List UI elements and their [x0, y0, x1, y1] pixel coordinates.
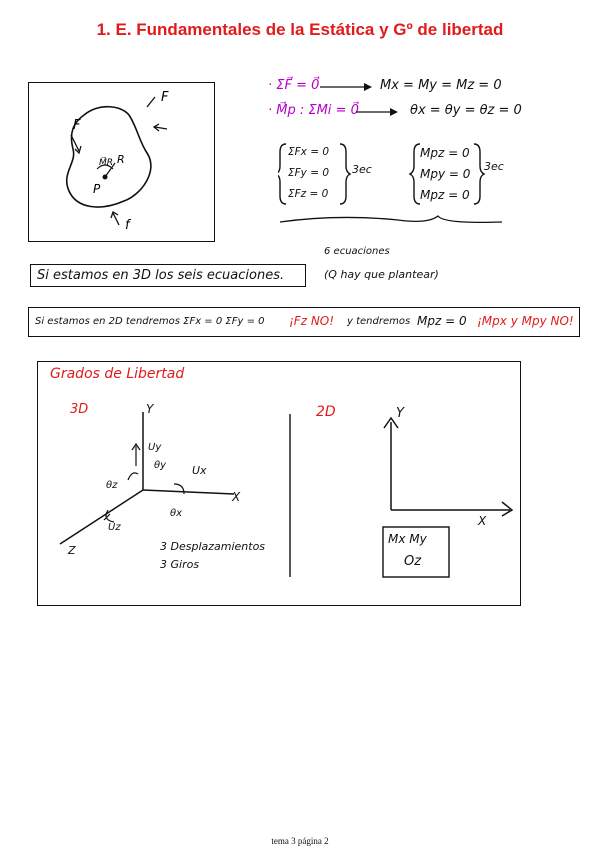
moment-pz: Mpz = 0 — [420, 146, 470, 160]
moment-py: Mpy = 0 — [420, 167, 471, 181]
arrow-1 — [318, 80, 378, 94]
force-equation: · ΣF⃗ = 0⃗ — [268, 78, 320, 93]
degrees-of-freedom-box — [37, 361, 521, 606]
free-body-drawing — [29, 83, 213, 240]
force-result: Mx = My = Mz = 0 — [380, 78, 502, 93]
moment-label: M⃗R — [99, 158, 114, 168]
point-p-label: P — [93, 182, 101, 196]
moments-brace-label: 3ec — [484, 160, 504, 173]
axis-y-label-3d: Y — [146, 402, 154, 416]
axis-x-label-3d: X — [232, 490, 241, 504]
page-footer: tema 3 página 2 — [271, 836, 329, 846]
label-3d: 3D — [70, 402, 89, 417]
forces-brace-label: 3ec — [352, 163, 372, 176]
gdl-heading: Grados de Libertad — [50, 366, 185, 382]
sum-fx: ΣFx = 0 — [288, 146, 330, 158]
ux-label: Ux — [192, 464, 207, 477]
box-2d-part4: Mpz = 0 — [417, 314, 467, 328]
label-2d: 2D — [316, 404, 336, 420]
moment-pz-2: Mpz = 0 — [420, 188, 470, 202]
theta-x-label: θx — [170, 508, 183, 519]
summary-displacements: 3 Desplazamientos — [160, 540, 266, 553]
force-arrow-top — [147, 97, 155, 107]
theta-y-label: θy — [154, 460, 167, 471]
page-title: 1. E. Fundamentales de la Estática y Gº de libertad — [96, 20, 504, 39]
force-label-left: F — [73, 118, 81, 133]
force-label-bottom: f — [125, 218, 130, 233]
axis-z-3d — [60, 490, 143, 544]
resultant-label: R — [117, 153, 125, 166]
box-2d-part1: Si estamos en 2D tendremos ΣFx = 0 ΣFy = 0 — [35, 316, 265, 327]
summary-rotations: 3 Giros — [160, 558, 200, 571]
force-label-top: F — [161, 90, 169, 105]
note-paren: (Q hay que plantear) — [324, 268, 439, 281]
box-2d-dof-line2: Oz — [404, 554, 422, 569]
total-equations: 6 ecuaciones — [324, 246, 390, 257]
axis-x-label-2d: X — [478, 514, 487, 528]
underline-wave — [278, 214, 508, 228]
axis-z-label-3d: Z — [68, 544, 76, 557]
uz-label: Uz — [108, 522, 121, 533]
theta-z-label: θz — [106, 480, 118, 491]
arrow-2 — [354, 105, 404, 119]
box-2d-part2: ¡Fz NO! — [289, 314, 335, 328]
box-2d-part3: y tendremos — [347, 316, 411, 327]
moment-equation: · M⃗p : ΣMi = 0⃗ — [268, 103, 359, 118]
uy-label: Uy — [148, 442, 162, 453]
sum-fz: ΣFz = 0 — [288, 188, 329, 200]
box-2d-part5: ¡Mpx y Mpy NO! — [477, 314, 574, 328]
moment-result: θx = θy = θz = 0 — [410, 103, 522, 118]
box-2d-statement — [28, 307, 580, 337]
sum-fy: ΣFy = 0 — [288, 167, 330, 179]
axis-x-3d — [143, 490, 234, 494]
box-2d-dof-line1: Mx My — [388, 532, 427, 546]
axis-y-label-2d: Y — [396, 406, 404, 421]
box-3d-statement — [30, 264, 306, 287]
box-3d-text: Si estamos en 3D los seis ecuaciones. — [37, 268, 285, 283]
free-body-figure — [28, 82, 215, 242]
